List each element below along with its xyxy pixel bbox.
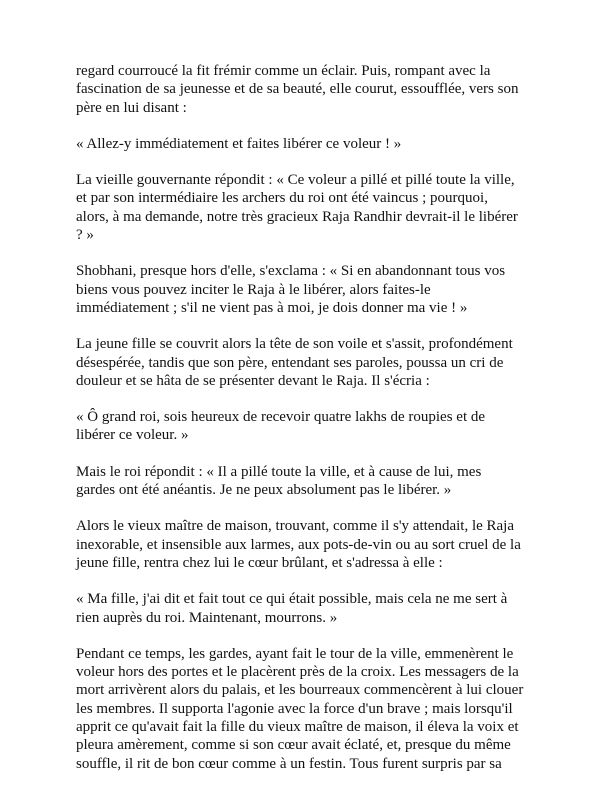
paragraph-6: « Ô grand roi, sois heureux de recevoir quatre lakhs de roupies et de libérer ce voleur. »	[76, 409, 486, 444]
paragraph-3: La vieille gouvernante répondit : « Ce voleur a pillé et pillé toute la ville, et par son intermédiaire les archers du roi ont été vaincus ; pourquoi, alors, à ma demande, notre très gracieux Raja Randhir devrait-il le libérer ? »	[76, 172, 518, 244]
paragraph-5: La jeune fille se couvrit alors la tête de son voile et s'assit, profondément désespérée, tandis que son père, entendant ses paroles, poussa un cri de douleur et se hâta de se présenter devant le Raja. Il s'écria :	[76, 336, 513, 389]
paragraph-10: Pendant ce temps, les gardes, ayant fait le tour de la ville, emmenèrent le voleur hors des portes et le placèrent près de la croix. Les messagers de la mort arrivèrent alors du palais, et les bourreaux commencèrent à lui clouer les membres. Il supporta l'agonie avec la force d'un brave ; mais lorsqu'il apprit ce qu'avait fait la fille du vieux maître de maison, il éleva la voix et pleura amèrement, comme si son cœur avait éclaté, et, presque du même souffle, il rit de bon cœur comme à un festin. Tous furent surpris par sa	[76, 645, 524, 772]
paragraph-7: Mais le roi répondit : « Il a pillé toute la ville, et à cause de lui, mes gardes ont été anéantis. Je ne peux absolument pas le libérer. »	[76, 463, 482, 499]
paragraph-4: Shobhani, presque hors d'elle, s'exclama : « Si en abandonnant tous vos biens vous pouvez inciter le Raja à le libérer, alors faites-le immédiatement ; s'il ne vient pas à moi, je dois donner ma vie ! »	[76, 263, 506, 316]
paragraph-8: Alors le vieux maître de maison, trouvant, comme il s'y attendait, le Raja inexorable, et insensible aux larmes, aux pots-de-vin ou au sort cruel de la jeune fille, rentra chez lui le cœur brûlant, et s'adressa à elle :	[76, 518, 521, 571]
paragraph-2: « Allez-y immédiatement et faites libérer ce voleur ! »	[76, 135, 402, 152]
document-page	[76, 62, 524, 791]
paragraph-9: « Ma fille, j'ai dit et fait tout ce qui était possible, mais cela ne me sert à rien auprès du roi. Maintenant, mourrons. »	[76, 591, 508, 626]
paragraph-1: regard courroucé la fit frémir comme un éclair. Puis, rompant avec la fascination de sa jeunesse et de sa beauté, elle courut, essoufflée, vers son père en lui disant :	[76, 63, 519, 116]
